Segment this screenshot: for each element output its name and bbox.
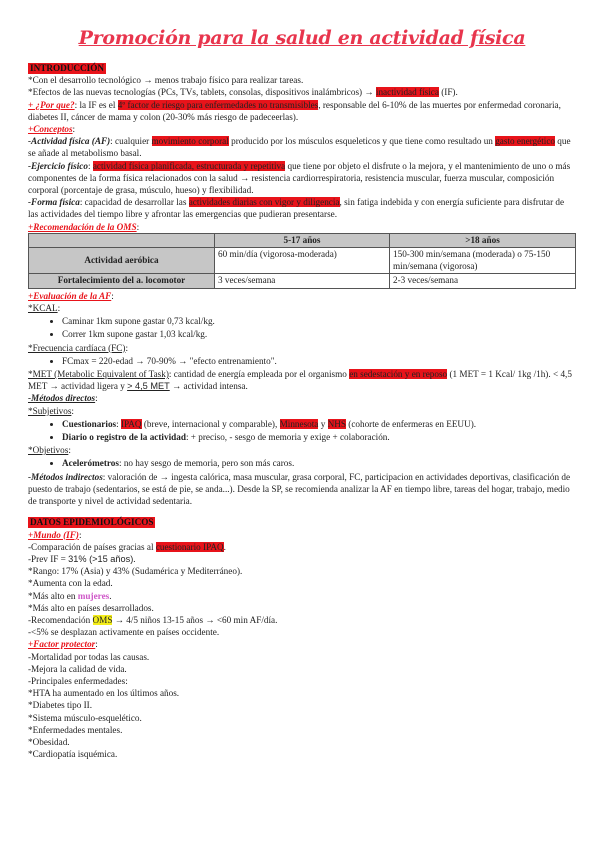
- epi-line: -Prev IF = 31% (>15 años).: [28, 553, 136, 564]
- epidemiology-heading: DATOS EPIDEMIOLÓGICOS: [30, 517, 154, 528]
- list-item: • Cuestionarios: IPAQ (breve, internacional y comparable), Minnesota y NHS (cohorte de enfermeras en EEUU).: [62, 418, 576, 430]
- ejercicio-fisico-def: -Ejercicio físico: actividad física planificada, estructurada y repetitiva que tiene por objeto el disfrute o la mejora, y el mantenimiento de uno o más componentes de la forma física relacionados con la salud → resistencia cardiorrespiratoria, resistencia muscular, fuerza muscular, composición corporal (porcentaje de grasa, músculo, hueso) y flexibilidad.: [28, 160, 571, 196]
- table-row: [29, 274, 576, 289]
- list-item: • Acelerómetros: no hay sesgo de memoria, pero son más caros.: [62, 457, 576, 469]
- list-item: • Diario o registro de la actividad: + preciso, - sesgo de memoria y exige + colaboración.: [62, 431, 576, 443]
- intro-line-1: *Con el desarrollo tecnológico → menos trabajo físico para realizar tareas.: [28, 75, 304, 86]
- table-header-col2: >18 años: [390, 233, 576, 248]
- list-item: -Mejora la calidad de vida.: [28, 663, 127, 674]
- fc-heading: *Frecuencia cardíaca (FC):: [28, 342, 129, 353]
- forma-fisica-def: -Forma física: capacidad de desarrollar las actividades diarias con vigor y diligencia, sin fatiga indebida y con energía suficiente para disfrutar de las actividades del tiempo libre y afrontar las emergencias que pudieran presentarse.: [28, 197, 565, 220]
- evaluation-section: [28, 290, 576, 507]
- table-cell: 2-3 veces/semana: [390, 274, 576, 289]
- table-row: [29, 248, 576, 274]
- list-item: • Caminar 1km supone gastar 0,73 kcal/kg.: [62, 315, 576, 327]
- why-paragraph: + ¿Por que?: la IF es el 4º factor de riesgo para enfermedades no transmisibles, responsable del 6-10% de las muertes por enfermedad coronaria, diabetes II, cáncer de mama y colon (20-30% más riesgo de padeceerlas).: [28, 99, 561, 122]
- factor-protector-heading: +Factor protector:: [28, 639, 98, 650]
- list-item: • Correr 1km supone gastar 1,03 kcal/kg.: [62, 328, 576, 340]
- list-item: *Sistema músculo-esquelético.: [28, 712, 142, 723]
- list-item: *Diabetes tipo II.: [28, 700, 93, 711]
- subjetivos-heading: *Subjetivos:: [28, 405, 74, 416]
- conceptos-heading: +Conceptos:: [28, 124, 76, 135]
- epi-line: *Rango: 17% (Asia) y 43% (Sudamérica y Mediterráneo).: [28, 566, 243, 577]
- intro-heading: INTRODUCCIÓN: [30, 63, 105, 73]
- list-item: -Principales enfermedades:: [28, 675, 128, 686]
- kcal-heading: *KCAL:: [28, 303, 61, 314]
- objetivos-list: [28, 457, 576, 469]
- fc-list: [28, 355, 576, 367]
- row-label-aerobica: Actividad aeróbica: [29, 248, 215, 274]
- table-cell: 150-300 min/semana (moderada) o 75-150 min/semana (vigorosa): [390, 248, 576, 274]
- actividad-fisica-def: -Actividad física (AF): cualquier movimiento corporal producido por los músculos esqueleticos y que tiene como resultado un gasto energético que se añade al metabolismo basal.: [28, 136, 571, 159]
- list-item: • FCmax = 220-edad → 70-90% → "efecto entrenamiento".: [62, 355, 576, 367]
- intro-section: [28, 62, 576, 233]
- epidemiology-section: [28, 516, 576, 760]
- kcal-list: [28, 315, 576, 340]
- met-paragraph: *MET (Metabolic Equivalent of Task): cantidad de energía empleada por el organismo en sedestación y en reposo (1 MET = 1 Kcal/ 1kg /1h). < 4,5 MET → actividad ligera y > 4,5 MET → actividad intensa.: [28, 369, 572, 392]
- list-item: *Obesidad.: [28, 736, 70, 747]
- list-item: -Mortalidad por todas las causas.: [28, 651, 150, 662]
- list-item: *Enfermedades mentales.: [28, 724, 123, 735]
- table-header-row: [29, 233, 576, 248]
- evaluation-heading: +Evaluación de la AF:: [28, 290, 114, 301]
- epi-line: *Más alto en países desarrollados.: [28, 602, 154, 613]
- oms-recommendation-table: [28, 233, 576, 289]
- list-item: *Cardiopatía isquémica.: [28, 749, 118, 760]
- metodos-directos-heading: -Métodos directos:: [28, 393, 98, 404]
- table-header-empty: [29, 233, 215, 248]
- mundo-heading: +Mundo (IF):: [28, 529, 82, 540]
- intro-line-2: *Efectos de las nuevas tecnologías (PCs, TVs, tablets, consolas, dispositivos inalámbricos) → inactividad física (IF).: [28, 87, 458, 98]
- epi-line: *Más alto en mujeres.: [28, 590, 112, 601]
- epi-line: *Aumenta con la edad.: [28, 578, 113, 589]
- epi-line: -Recomendación OMS → 4/5 niños 13-15 años → <60 min AF/día.: [28, 614, 278, 625]
- table-cell: 3 veces/semana: [214, 274, 389, 289]
- epi-line: -Comparación de países gracias al cuestionario IPAQ.: [28, 541, 226, 552]
- document-page: [28, 0, 576, 760]
- row-label-fortalecimiento: Fortalecimiento del a. locomotor: [29, 274, 215, 289]
- table-cell: 60 min/día (vigorosa-moderada): [214, 248, 389, 274]
- metodos-indirectos-paragraph: -Métodos indirectos: valoración de → ingesta calórica, masa muscular, grasa corporal, FC, participacion en actividades deportivas, clasificación de puesto de trabajo (sedentarios, se está de pie, se anda...). Desde la SP, se recomienda analizar la AF en tiempo libre, tareas del hogar, trabajo, medio de transporte y nivel de actividad sedentaria.: [28, 471, 571, 507]
- page-title: Promoción para la salud en actividad física: [78, 27, 526, 49]
- objetivos-heading: *Objetivos:: [28, 445, 71, 456]
- epi-line: -<5% se desplazan activamente en países occidente.: [28, 627, 220, 638]
- list-item: *HTA ha aumentado en los últimos años.: [28, 688, 180, 699]
- subjetivos-list: [28, 418, 576, 443]
- oms-heading: +Recomendación de la OMS:: [28, 221, 140, 232]
- table-header-col1: 5-17 años: [214, 233, 389, 248]
